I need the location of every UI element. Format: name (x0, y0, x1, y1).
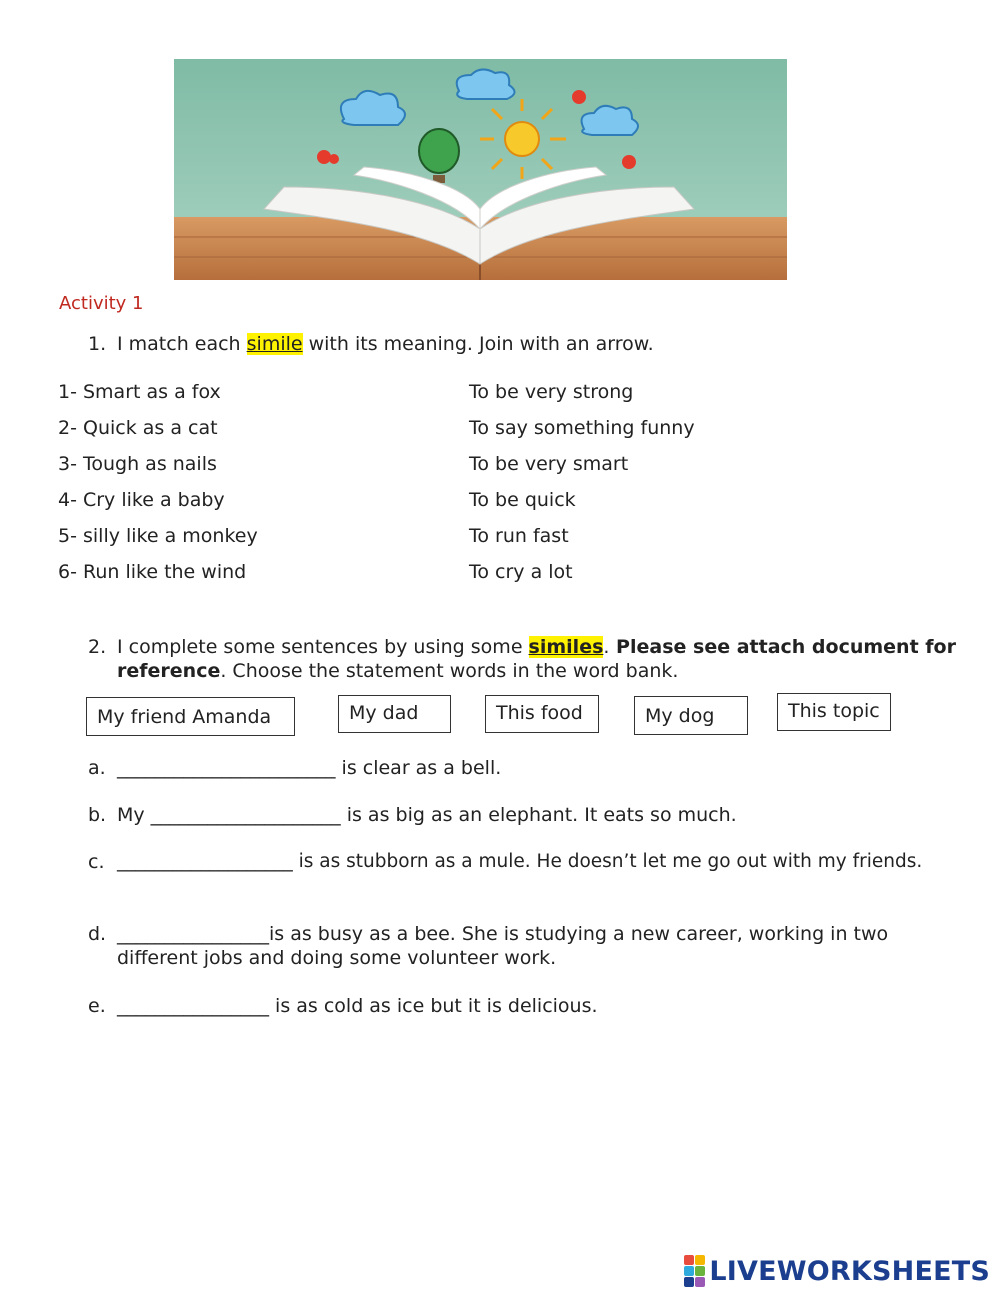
sentence-text-continued: different jobs and doing some volunteer work. (117, 947, 557, 969)
logo-text: LIVEWORKSHEETS (709, 1255, 990, 1287)
question-2-number: 2. (88, 636, 107, 658)
sentence-letter: c. (88, 851, 105, 873)
simile-item: 5- silly like a monkey (58, 525, 258, 547)
sentence-letter: d. (88, 923, 107, 945)
question-1-number: 1. (88, 333, 107, 355)
hero-illustration (174, 59, 787, 280)
question-1-text-before: I match each (117, 333, 247, 355)
simile-highlight: simile (246, 333, 303, 355)
meaning-item: To be very smart (469, 453, 629, 475)
sentence-text[interactable]: ________________ is as cold as ice but it is delicious. (117, 995, 598, 1017)
question-1-prompt (117, 333, 654, 355)
question-1-text-after: with its meaning. Join with an arrow. (302, 333, 654, 355)
meaning-item: To cry a lot (469, 561, 573, 583)
simile-item: 4- Cry like a baby (58, 489, 225, 511)
word-bank-item[interactable]: My dog (634, 696, 748, 735)
word-bank-item[interactable]: This topic (777, 693, 891, 731)
similes-highlight: similes (528, 636, 604, 658)
activity-title: Activity 1 (59, 293, 144, 314)
meaning-item: To be very strong (469, 381, 634, 403)
word-bank-item[interactable]: My friend Amanda (86, 697, 295, 736)
simile-item: 1- Smart as a fox (58, 381, 221, 403)
open-book-illustration (174, 59, 787, 280)
question-2-bold-text-2: reference (117, 660, 221, 682)
question-2-period: . (603, 636, 610, 658)
sentence-text[interactable]: _______________________ is clear as a bell. (117, 757, 502, 779)
question-2-prompt-line1 (117, 636, 956, 658)
word-bank-item[interactable]: My dad (338, 695, 451, 733)
sentence-text[interactable]: ___________________ is as stubborn as a mule. He doesn’t let me go out with my friends. (117, 851, 923, 872)
meaning-item: To say something funny (469, 417, 695, 439)
question-2-bold-text: Please see attach document for (609, 636, 956, 658)
logo-grid-icon (684, 1255, 705, 1287)
question-2-prompt-line2 (117, 660, 678, 682)
word-bank-item[interactable]: This food (485, 695, 599, 733)
sentence-text[interactable]: ________________is as busy as a bee. She is studying a new career, working in two (117, 923, 889, 945)
sentence-text[interactable]: My ____________________ is as big as an elephant. It eats so much. (117, 804, 737, 826)
simile-item: 3- Tough as nails (58, 453, 217, 475)
sentence-letter: b. (88, 804, 107, 826)
sentence-letter: e. (88, 995, 106, 1017)
simile-item: 6- Run like the wind (58, 561, 247, 583)
question-2-text-before: I complete some sentences by using some (117, 636, 529, 658)
meaning-item: To be quick (469, 489, 576, 511)
meaning-item: To run fast (469, 525, 569, 547)
simile-item: 2- Quick as a cat (58, 417, 218, 439)
question-2-text-after: . Choose the statement words in the word bank. (220, 660, 679, 682)
liveworksheets-logo (684, 1255, 990, 1287)
sentence-letter: a. (88, 757, 106, 779)
